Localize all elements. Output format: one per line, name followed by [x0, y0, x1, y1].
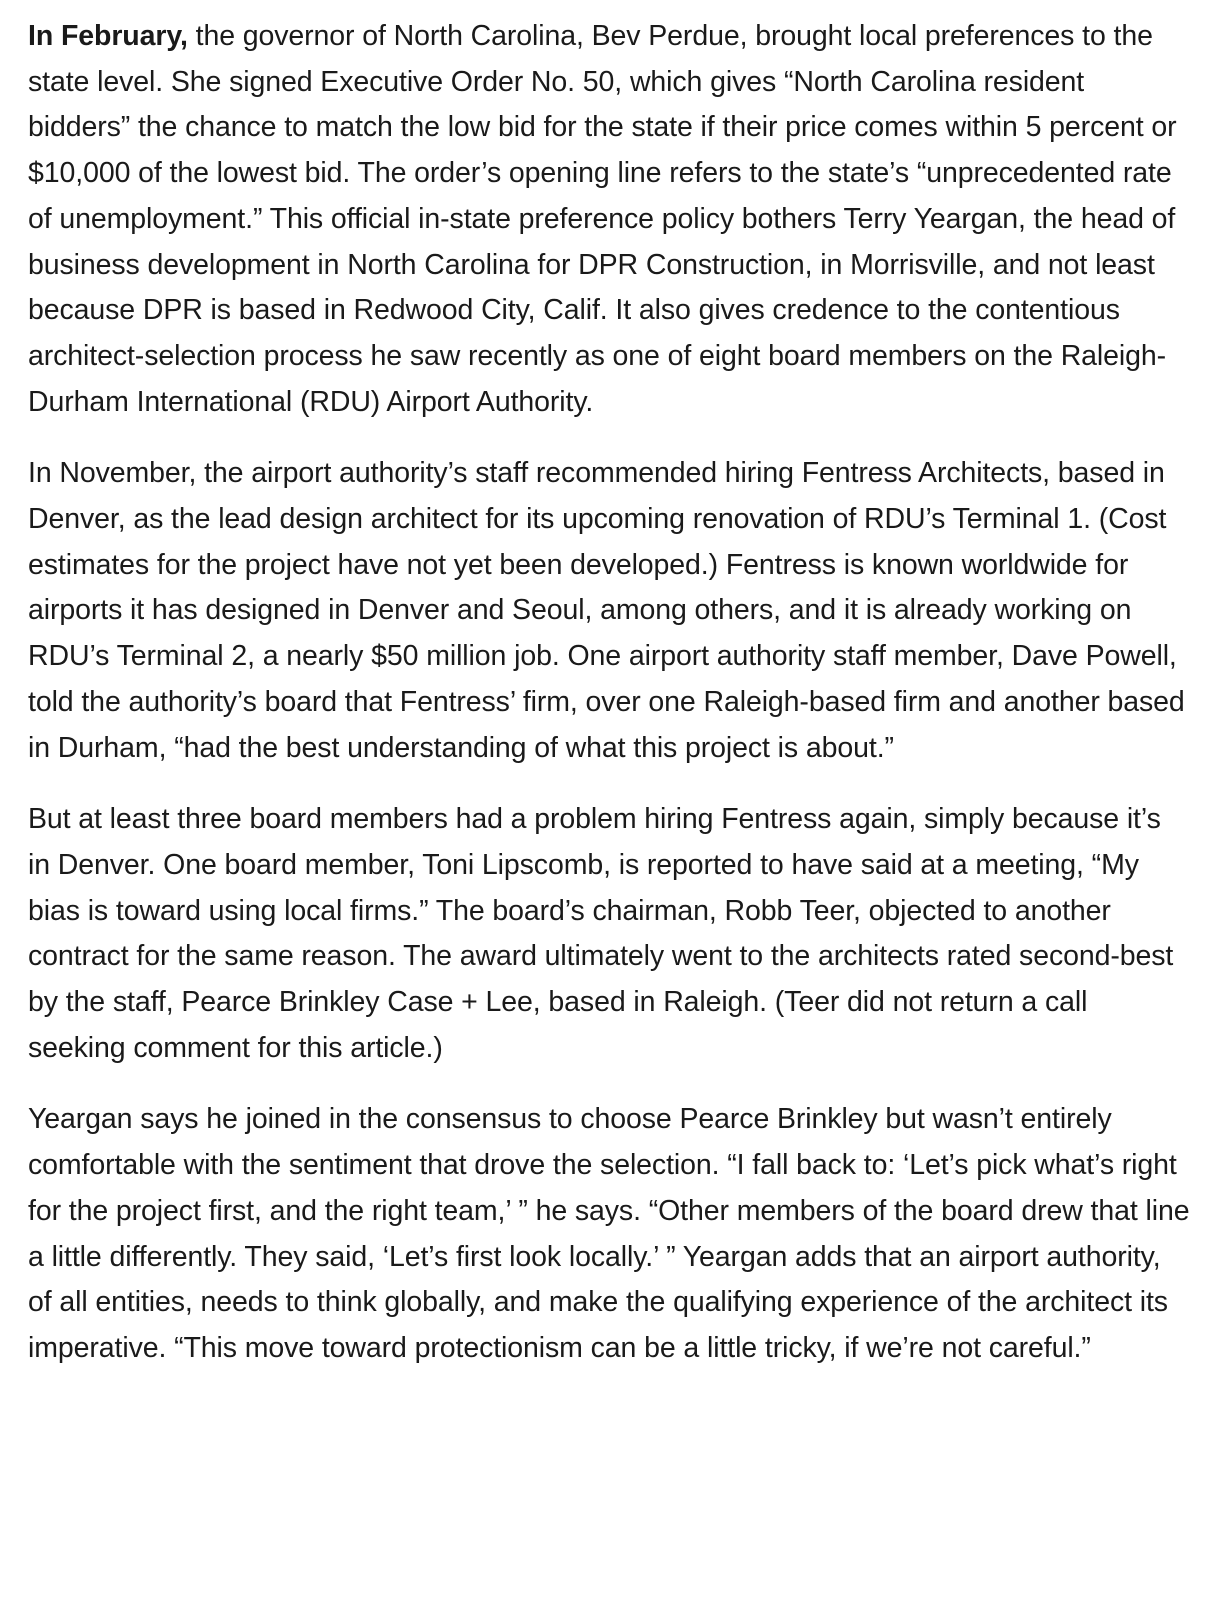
paragraph-lead: In February, — [28, 20, 188, 52]
paragraph-3 — [28, 797, 1190, 1071]
paragraph-1 — [28, 14, 1190, 425]
paragraph-text: In November, the airport authority’s staff recommended hiring Fentress Architects, based in Denver, as the lead design architect for its upcoming renovation of RDU’s Terminal 1. (Cost estimates for the project have not yet been developed.) Fentress is known worldwide for airports it has designed in Denver and Seoul, among others, and it is already working on RDU’s Terminal 2, a nearly $50 million job. One airport authority staff member, Dave Powell, told the authority’s board that Fentress’ firm, over one Raleigh-based firm and another based in Durham, “had the best understanding of what this project is about.” — [28, 457, 1185, 764]
paragraph-2 — [28, 451, 1190, 771]
paragraph-text: the governor of North Carolina, Bev Perdue, brought local preferences to the state level. She signed Executive Order No. 50, which gives “North Carolina resident bidders” the chance to match the low bid for the state if their price comes within 5 percent or $10,000 of the lowest bid. The order’s opening line refers to the state’s “unprecedented rate of unemployment.” This official in-state preference policy bothers Terry Yeargan, the head of business development in North Carolina for DPR Construction, in Morrisville, and not least because DPR is based in Redwood City, Calif. It also gives credence to the contentious architect-selection process he saw recently as one of eight board members on the Raleigh-Durham International (RDU) Airport Authority. — [28, 20, 1177, 418]
paragraph-text: Yeargan says he joined in the consensus to choose Pearce Brinkley but wasn’t entirely comfortable with the sentiment that drove the selection. “I fall back to: ‘Let’s pick what’s right for the project first, and the right team,’ ” he says. “Other members of the board drew that line a little differently. They said, ‘Let’s first look locally.’ ” Yeargan adds that an airport authority, of all entities, needs to think globally, and make the qualifying experience of the architect its imperative. “This move toward protectionism can be a little tricky, if we’re not careful.” — [28, 1103, 1190, 1364]
paragraph-4 — [28, 1097, 1190, 1371]
paragraph-text: But at least three board members had a problem hiring Fentress again, simply because it’s in Denver. One board member, Toni Lipscomb, is reported to have said at a meeting, “My bias is toward using local firms.” The board’s chairman, Robb Teer, objected to another contract for the same reason. The award ultimately went to the architects rated second-best by the staff, Pearce Brinkley Case + Lee, based in Raleigh. (Teer did not return a call seeking comment for this article.) — [28, 803, 1174, 1064]
